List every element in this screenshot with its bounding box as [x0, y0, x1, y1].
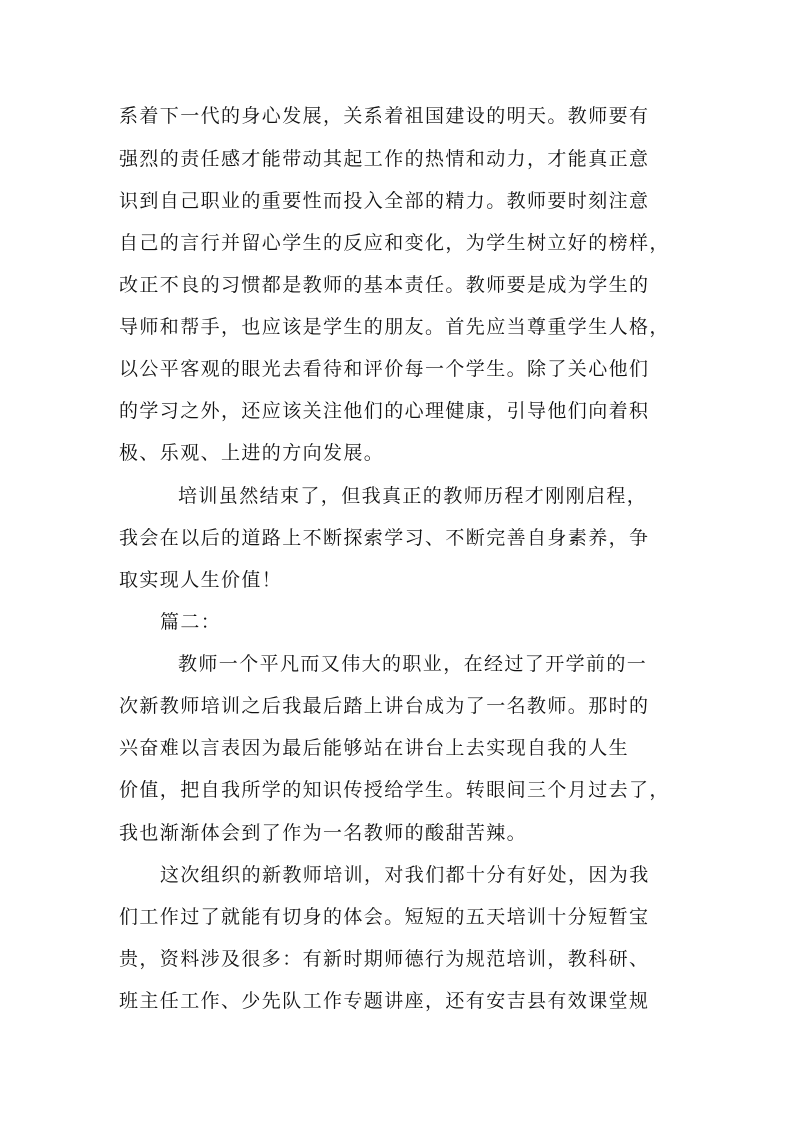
text-line: 贵，资料涉及很多：有新时期师德行为规范培训，教科研、: [119, 948, 650, 970]
text-line: 极、乐观、上进的方向发展。: [119, 442, 385, 464]
text-line: 识到自己职业的重要性而投入全部的精力。教师要时刻注意: [119, 190, 650, 212]
text-line: 兴奋难以言表因为最后能够站在讲台上去实现自我的人生: [119, 737, 630, 759]
text-line: 们工作过了就能有切身的体会。短短的五天培训十分短暂宝: [119, 906, 650, 928]
section-heading: 篇二：: [160, 611, 222, 633]
text-line: 次新教师培训之后我最后踏上讲台成为了一名教师。那时的: [119, 695, 650, 717]
text-line: 以公平客观的眼光去看待和评价每一个学生。除了关心他们: [119, 358, 650, 380]
text-line: 自己的言行并留心学生的反应和变化，为学生树立好的榜样，: [119, 232, 670, 254]
text-line: 价值，把自我所学的知识传授给学生。转眼间三个月过去了，: [119, 779, 670, 801]
text-line: 班主任工作、少先队工作专题讲座，还有安吉县有效课堂规: [119, 990, 650, 1012]
text-line: 的学习之外，还应该关注他们的心理健康，引导他们向着积: [119, 400, 650, 422]
text-line: 导师和帮手，也应该是学生的朋友。首先应当尊重学生人格，: [119, 316, 670, 338]
text-line: 改正不良的习惯都是教师的基本责任。教师要是成为学生的: [119, 274, 650, 296]
paragraph-first-line: 教师一个平凡而又伟大的职业，在经过了开学前的一: [178, 653, 648, 675]
text-line: 取实现人生价值！: [119, 569, 283, 591]
text-line: 系着下一代的身心发展，关系着祖国建设的明天。教师要有: [119, 105, 650, 127]
text-line: 强烈的责任感才能带动其起工作的热情和动力，才能真正意: [119, 148, 650, 170]
text-line: 我会在以后的道路上不断探索学习、不断完善自身素养，争: [119, 527, 650, 549]
text-line: 我也渐渐体会到了作为一名教师的酸甜苦辣。: [119, 822, 528, 844]
paragraph-first-line: 培训虽然结束了，但我真正的教师历程才刚刚启程，: [178, 485, 648, 507]
paragraph-first-line: 这次组织的新教师培训，对我们都十分有好处，因为我: [160, 864, 650, 886]
